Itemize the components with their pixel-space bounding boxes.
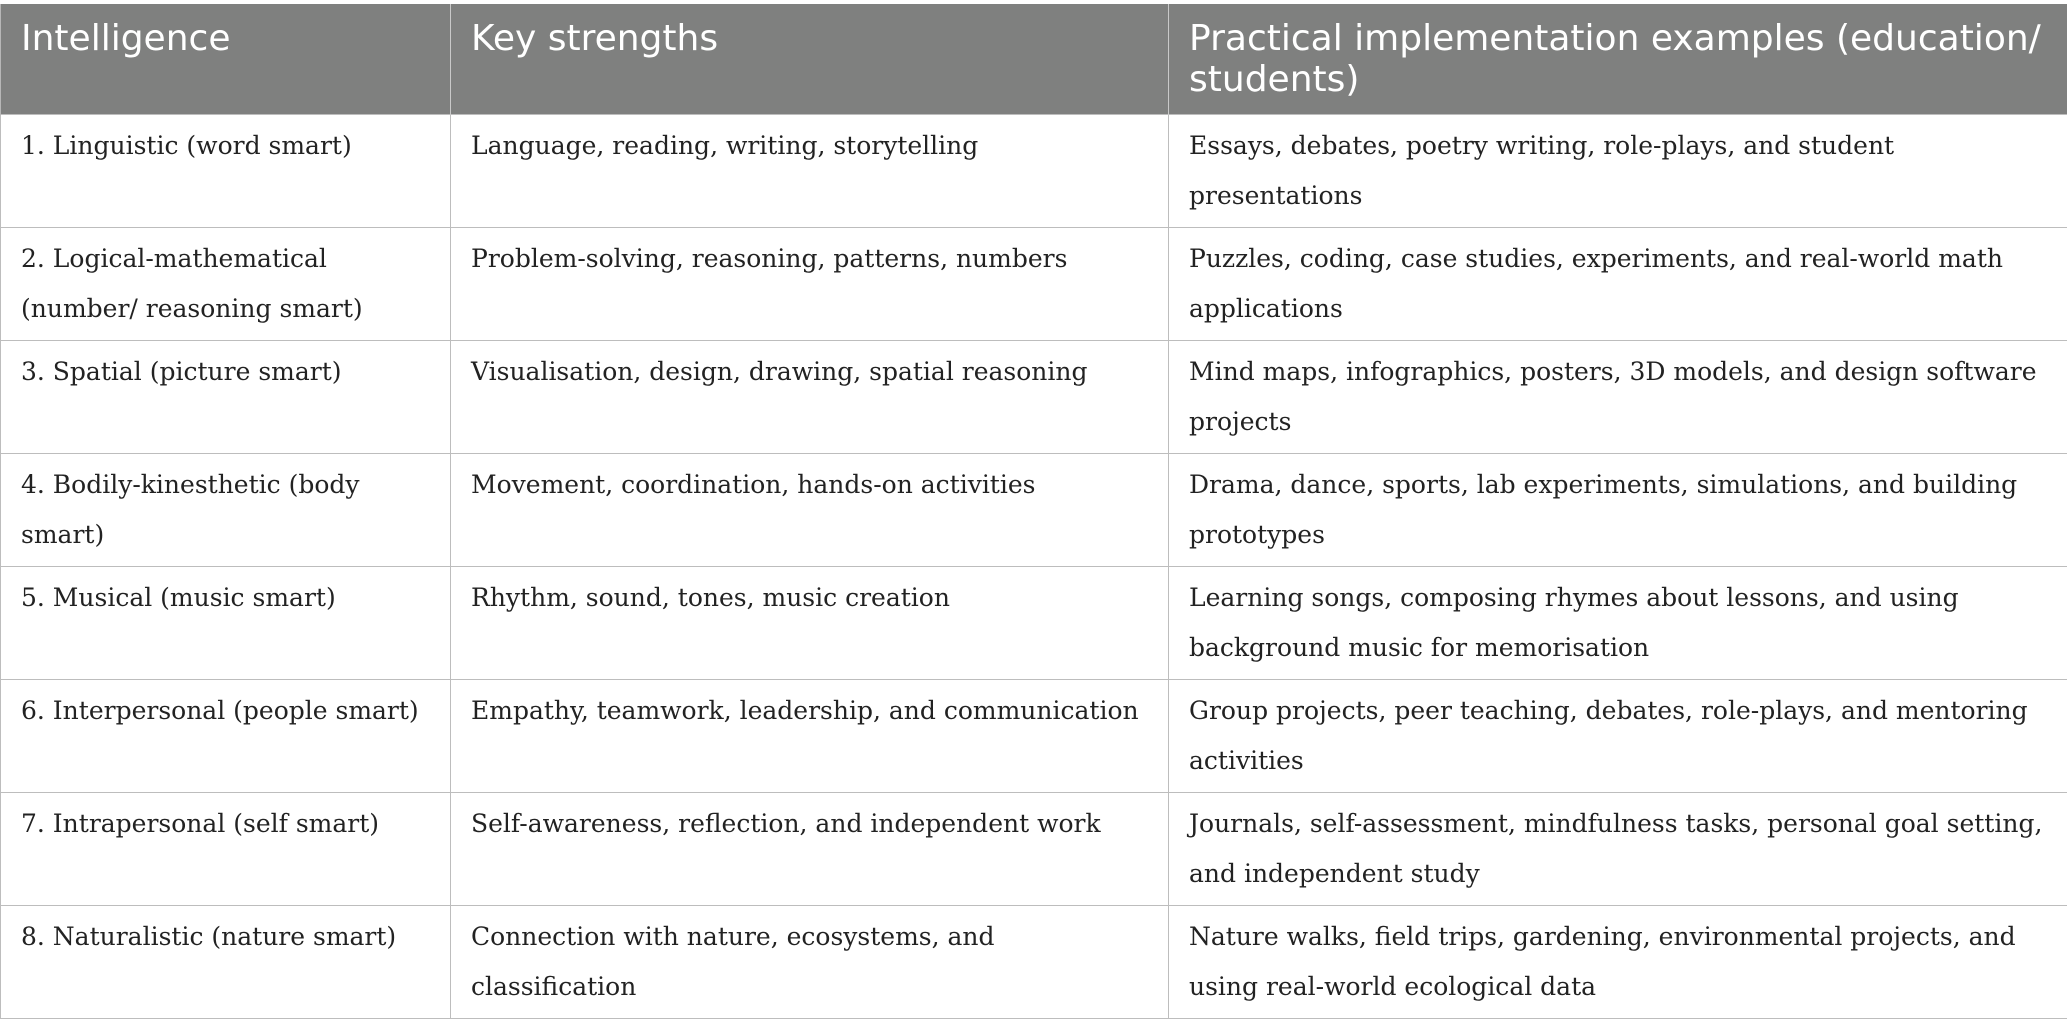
cell-intelligence: 3. Spatial (picture smart) — [1, 341, 451, 454]
header-intelligence: Intelligence — [1, 4, 451, 115]
cell-intelligence: 4. Bodily-kinesthetic (body smart) — [1, 454, 451, 567]
cell-examples: Learning songs, composing rhymes about lessons, and using background music for memorisation — [1169, 567, 2067, 680]
intelligences-table-container — [0, 4, 2067, 1019]
table-row — [1, 793, 2067, 906]
cell-intelligence: 5. Musical (music smart) — [1, 567, 451, 680]
header-key-strengths: Key strengths — [451, 4, 1169, 115]
cell-strengths: Empathy, teamwork, leadership, and communication — [451, 680, 1169, 793]
table-row — [1, 228, 2067, 341]
cell-strengths: Problem-solving, reasoning, patterns, numbers — [451, 228, 1169, 341]
cell-strengths: Language, reading, writing, storytelling — [451, 115, 1169, 228]
cell-examples: Nature walks, field trips, gardening, environmental projects, and using real-world ecological data — [1169, 906, 2067, 1019]
cell-examples: Essays, debates, poetry writing, role-plays, and student presentations — [1169, 115, 2067, 228]
cell-strengths: Connection with nature, ecosystems, and classification — [451, 906, 1169, 1019]
cell-strengths: Rhythm, sound, tones, music creation — [451, 567, 1169, 680]
cell-intelligence: 2. Logical-mathematical (number/ reasoning smart) — [1, 228, 451, 341]
cell-examples: Drama, dance, sports, lab experiments, simulations, and building prototypes — [1169, 454, 2067, 567]
header-practical-examples: Practical implementation examples (education/ students) — [1169, 4, 2067, 115]
table-body — [1, 115, 2067, 1019]
table-header — [1, 4, 2067, 115]
cell-examples: Group projects, peer teaching, debates, role-plays, and mentoring activities — [1169, 680, 2067, 793]
cell-examples: Journals, self-assessment, mindfulness tasks, personal goal setting, and independent study — [1169, 793, 2067, 906]
cell-examples: Mind maps, infographics, posters, 3D models, and design software projects — [1169, 341, 2067, 454]
cell-intelligence: 6. Interpersonal (people smart) — [1, 680, 451, 793]
table-row — [1, 680, 2067, 793]
cell-examples: Puzzles, coding, case studies, experiments, and real-world math applications — [1169, 228, 2067, 341]
cell-intelligence: 7. Intrapersonal (self smart) — [1, 793, 451, 906]
table-row — [1, 906, 2067, 1019]
table-row — [1, 567, 2067, 680]
cell-strengths: Self-awareness, reflection, and independent work — [451, 793, 1169, 906]
cell-intelligence: 1. Linguistic (word smart) — [1, 115, 451, 228]
cell-strengths: Visualisation, design, drawing, spatial reasoning — [451, 341, 1169, 454]
table-row — [1, 115, 2067, 228]
table-row — [1, 341, 2067, 454]
intelligences-table — [0, 4, 2067, 1019]
cell-strengths: Movement, coordination, hands-on activities — [451, 454, 1169, 567]
header-row — [1, 4, 2067, 115]
table-row — [1, 454, 2067, 567]
cell-intelligence: 8. Naturalistic (nature smart) — [1, 906, 451, 1019]
